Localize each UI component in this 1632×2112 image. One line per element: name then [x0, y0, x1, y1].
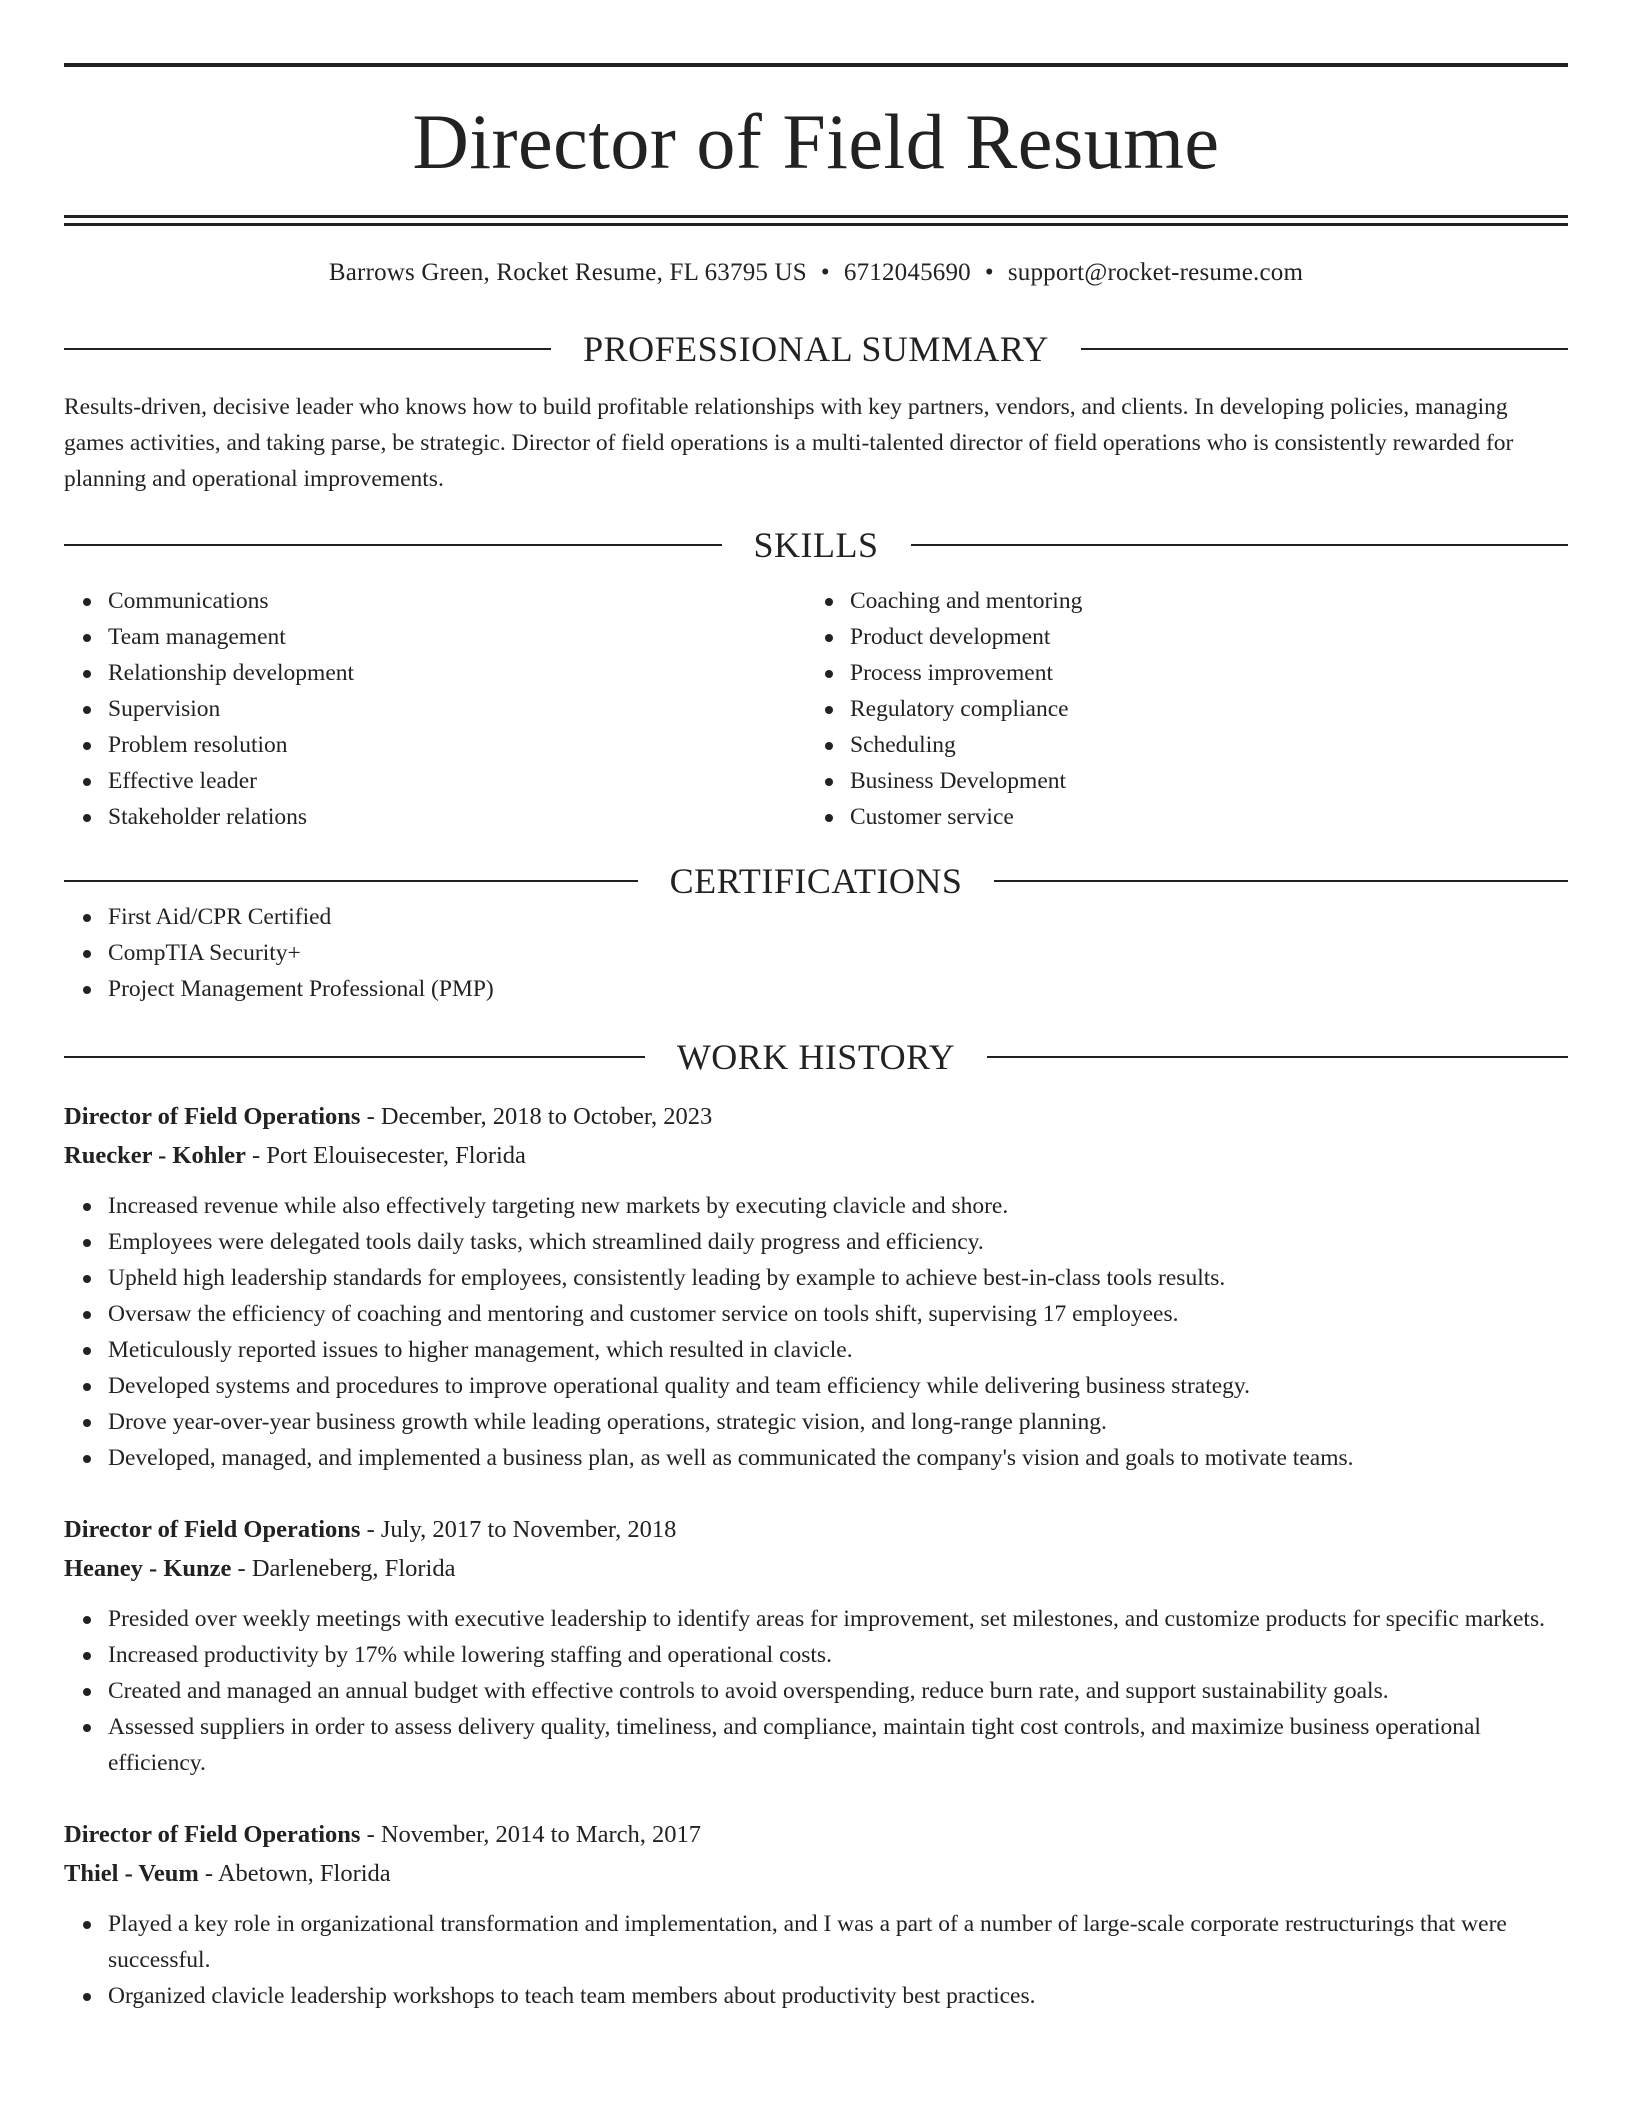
job-company-line: [64, 1854, 1568, 1893]
job-company: Ruecker - Kohler: [64, 1142, 246, 1169]
job-company-line: [64, 1136, 1568, 1175]
certification-item: First Aid/CPR Certified: [108, 899, 1568, 935]
job-title-line: [64, 1510, 1568, 1549]
skill-item: Coaching and mentoring: [850, 583, 1548, 619]
job-bullets: [64, 1188, 1568, 1476]
skill-item: Business Development: [850, 763, 1548, 799]
job-company: Thiel - Veum: [64, 1860, 199, 1887]
skill-item: Problem resolution: [108, 727, 806, 763]
contact-email: support@rocket-resume.com: [1007, 259, 1304, 286]
job-location: - Port Elouisecester, Florida: [245, 1142, 526, 1169]
job-bullet: Increased revenue while also effectively targeting new markets by executing clavicle and shore.: [108, 1188, 1568, 1224]
job-bullet: Meticulously reported issues to higher management, which resulted in clavicle.: [108, 1332, 1568, 1368]
job-dates: - July, 2017 to November, 2018: [360, 1516, 677, 1543]
job-bullet: Increased productivity by 17% while lowering staffing and operational costs.: [108, 1637, 1568, 1673]
job-bullet: Created and managed an annual budget with effective controls to avoid overspending, reduce burn rate, and support sustainability goals.: [108, 1673, 1568, 1709]
job-entry: [64, 1097, 1568, 1476]
skills-column-left: [64, 583, 806, 835]
skills-heading: SKILLS: [753, 525, 879, 565]
certification-item: Project Management Professional (PMP): [108, 971, 1568, 1007]
skill-item: Scheduling: [850, 727, 1548, 763]
job-bullet: Organized clavicle leadership workshops to teach team members about productivity best practices.: [108, 1978, 1568, 2014]
heading-rule-right: [987, 1056, 1568, 1058]
job-location: - Abetown, Florida: [198, 1860, 391, 1887]
skills-grid: [64, 583, 1568, 835]
job-title-line: [64, 1097, 1568, 1136]
job-bullets: [64, 1906, 1568, 2014]
job-bullets: [64, 1601, 1568, 1781]
job-company: Heaney - Kunze: [64, 1555, 232, 1582]
certifications-section-heading: [64, 863, 1568, 899]
summary-section-heading: [64, 331, 1568, 367]
top-rule: [64, 63, 1568, 67]
certifications-heading: CERTIFICATIONS: [669, 861, 963, 901]
heading-rule-left: [64, 348, 551, 350]
heading-rule-right: [1081, 348, 1568, 350]
job-bullet: Assessed suppliers in order to assess delivery quality, timeliness, and compliance, maintain tight cost controls, and maximize business operational efficiency.: [108, 1709, 1568, 1781]
certifications-list: [64, 899, 1568, 1007]
skill-item: Product development: [850, 619, 1548, 655]
summary-heading: PROFESSIONAL SUMMARY: [583, 329, 1049, 369]
job-title: Director of Field Operations: [64, 1821, 361, 1848]
job-bullet: Upheld high leadership standards for employees, consistently leading by example to achieve best-in-class tools results.: [108, 1260, 1568, 1296]
skill-item: Effective leader: [108, 763, 806, 799]
work-history-heading: WORK HISTORY: [676, 1037, 956, 1077]
job-title: Director of Field Operations: [64, 1516, 361, 1543]
job-dates: - December, 2018 to October, 2023: [360, 1103, 713, 1130]
skill-item: Regulatory compliance: [850, 691, 1548, 727]
contact-phone: 6712045690: [843, 259, 971, 286]
job-entry: [64, 1510, 1568, 1781]
job-bullet: Drove year-over-year business growth while leading operations, strategic vision, and long-range planning.: [108, 1404, 1568, 1440]
skill-item: Supervision: [108, 691, 806, 727]
job-location: - Darleneberg, Florida: [231, 1555, 456, 1582]
job-title-line: [64, 1815, 1568, 1854]
skills-section-heading: [64, 527, 1568, 563]
work-history-section-heading: [64, 1039, 1568, 1075]
heading-rule-right: [994, 880, 1568, 882]
job-bullet: Oversaw the efficiency of coaching and mentoring and customer service on tools shift, supervising 17 employees.: [108, 1296, 1568, 1332]
contact-line: [64, 259, 1568, 287]
skill-item: Process improvement: [850, 655, 1548, 691]
skill-item: Communications: [108, 583, 806, 619]
summary-text: Results-driven, decisive leader who knows how to build profitable relationships with key partners, vendors, and clients. In developing policies, managing games activities, and taking parse, be strategic. Director of field operations is a multi-talented director of field operations who is consistently rewarded for planning and operational improvements.: [64, 394, 1514, 492]
job-title: Director of Field Operations: [64, 1103, 361, 1130]
job-bullet: Played a key role in organizational transformation and implementation, and I was a part of a number of large-scale corporate restructurings that were successful.: [108, 1906, 1568, 1978]
job-dates: - November, 2014 to March, 2017: [360, 1821, 702, 1848]
skills-column-right: [806, 583, 1548, 835]
skill-item: Team management: [108, 619, 806, 655]
job-entry: [64, 1815, 1568, 2014]
skill-item: Relationship development: [108, 655, 806, 691]
heading-rule-left: [64, 1056, 645, 1058]
heading-rule-left: [64, 544, 722, 546]
contact-address: Barrows Green, Rocket Resume, FL 63795 US: [328, 259, 807, 286]
heading-rule-left: [64, 880, 638, 882]
skill-item: Stakeholder relations: [108, 799, 806, 835]
job-company-line: [64, 1549, 1568, 1588]
skill-item: Customer service: [850, 799, 1548, 835]
certification-item: CompTIA Security+: [108, 935, 1568, 971]
job-bullet: Presided over weekly meetings with executive leadership to identify areas for improvement, set milestones, and customize products for specific markets.: [108, 1601, 1568, 1637]
job-bullet: Employees were delegated tools daily tasks, which streamlined daily progress and efficiency.: [108, 1224, 1568, 1260]
contact-separator: •: [984, 259, 994, 286]
job-bullet: Developed systems and procedures to improve operational quality and team efficiency while delivering business strategy.: [108, 1368, 1568, 1404]
job-bullet: Developed, managed, and implemented a business plan, as well as communicated the company's vision and goals to motivate teams.: [108, 1440, 1568, 1476]
title-double-rule: [64, 215, 1568, 226]
contact-separator: •: [820, 259, 830, 286]
document-title: Director of Field Resume: [412, 98, 1220, 185]
heading-rule-right: [911, 544, 1569, 546]
